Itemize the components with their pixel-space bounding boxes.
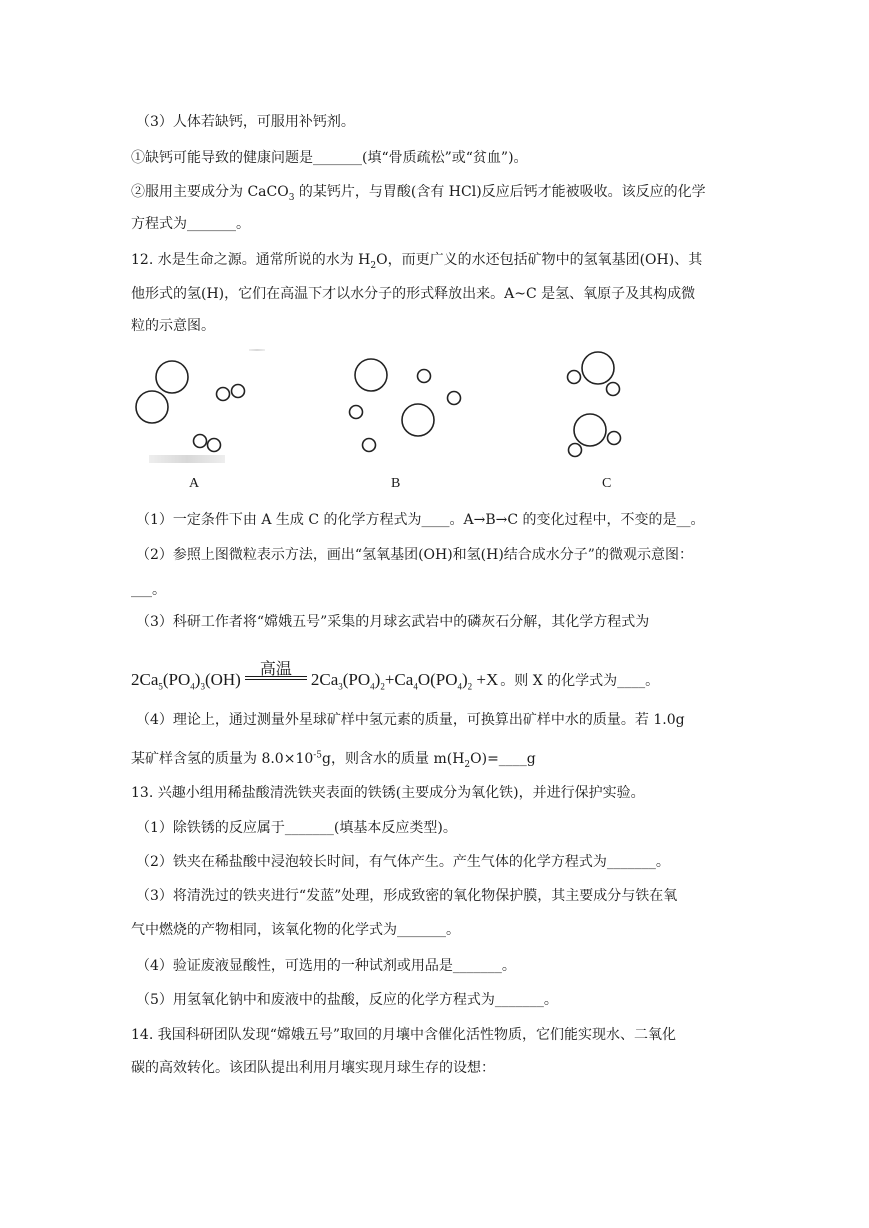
particle-group-b [350,359,461,452]
q13-part4: （4）验证废液显酸性，可选用的一种试剂或用品是_______。 [136,958,516,974]
oxygen-atom [136,391,168,423]
q11-part3-a: ①缺钙可能导致的健康问题是_______(填“骨质疏松”或“贫血”)。 [131,150,528,166]
hydrogen-atom [608,432,621,445]
oxygen-atom [355,359,387,391]
q12-stem-2: 他形式的氢(H)，它们在高温下才以水分子的形式释放出来。A~C 是氢、氧原子及其构成微 [131,286,696,302]
oxygen-atom [156,361,188,393]
equation-reactant: $2Ca_5(PO_4)_3(OH)$ [131,670,241,692]
q12-part2: （2）参照上图微粒表示方法，画出“氢氧基团(OH)和氢(H)结合成水分子”的微观示意图： [136,547,693,563]
hydrogen-atom [194,435,207,448]
oxygen-atom [574,414,606,446]
equation-question: 。则 X 的化学式为____。 [500,673,660,689]
diagram-label-c: C [602,476,612,491]
q12-stem-1: 12. 水是生命之源。通常所说的水为 $H_2O$，而更广义的水还包括矿物中的氢氧基团(OH)、其 [131,252,703,271]
hydrogen-atom [350,406,363,419]
q13-stem: 13. 兴趣小组用稀盐酸清洗铁夹表面的铁锈(主要成分为氧化铁)，并进行保护实验。 [131,785,645,801]
hydrogen-atom [232,385,245,398]
q13-part3-cont: 气中燃烧的产物相同，该氧化物的化学式为_______。 [131,922,460,938]
q11-part3-b-cont: 方程式为_______。 [131,216,250,232]
diagram-label-b: B [391,476,401,491]
q13-part3: （3）将清洗过的铁夹进行“发蓝”处理，形成致密的氧化物保护膜，其主要成分与铁在氧 [136,888,678,904]
reaction-condition: 高温 [259,661,292,678]
q14-stem-1: 14. 我国科研团队发现“嫦娥五号”取回的月壤中含催化活性物质，它们能实现水、二氧化 [131,1027,677,1043]
oxygen-atom [582,352,614,384]
q13-part5: （5）用氢氧化钠中和废液中的盐酸，反应的化学方程式为_______。 [136,992,558,1008]
q12-part3: （3）科研工作者将“嫦娥五号”采集的月球玄武岩中的磷灰石分解，其化学方程式为 [136,614,650,630]
hydrogen-atom [568,371,581,384]
q12-part4: （4）理论上，通过测量外星球矿样中氢元素的质量，可换算出矿样中水的质量。若 1.0g [136,712,685,728]
q12-part4-cont: 某矿样含氢的质量为 $8.0\times 10^{-5}g$，则含水的质量 $m(H_2O)=\_\_\_\_g$ [131,750,536,770]
diagram-label-a: A [189,476,200,491]
hydrogen-atom [607,383,620,396]
hydrogen-atom [448,392,461,405]
q12-part1: （1）一定条件下由 A 生成 C 的化学方程式为____。A→B→C 的变化过程中，不变的是__。 [136,512,705,528]
q12-stem-3: 粒的示意图。 [131,318,215,334]
hydrogen-atom [418,370,431,383]
oxygen-atom [402,404,434,436]
q11-part3: （3）人体若缺钙，可服用补钙剂。 [136,114,355,130]
hydrogen-atom [363,439,376,452]
particle-group-c [568,352,621,457]
q14-stem-2: 碳的高效转化。该团队提出利用月壤实现月球生存的设想： [131,1060,495,1076]
equation-products: $2Ca_3(PO_4)_2+Ca_4O(PO_4)_2 +X$ [310,670,499,692]
q11-part3-b: ②服用主要成分为 CaCO$_3$ 的某钙片，与胃酸(含有 HCl)反应后钙才能被吸收。该反应的化学 [131,184,706,203]
q12-part2-answer: ___。 [131,582,166,598]
q13-part2: （2）铁夹在稀盐酸中浸泡较长时间，有气体产生。产生气体的化学方程式为_______。 [136,854,670,870]
chemical-equation [131,662,659,690]
hydrogen-atom [208,439,221,452]
hydrogen-atom [217,388,230,401]
q13-part1: （1）除铁锈的反应属于_______(填基本反应类型)。 [136,820,457,836]
particle-group-a [136,361,245,452]
hydrogen-atom [569,444,582,457]
particle-diagram [131,345,691,495]
reaction-arrow [245,661,307,690]
